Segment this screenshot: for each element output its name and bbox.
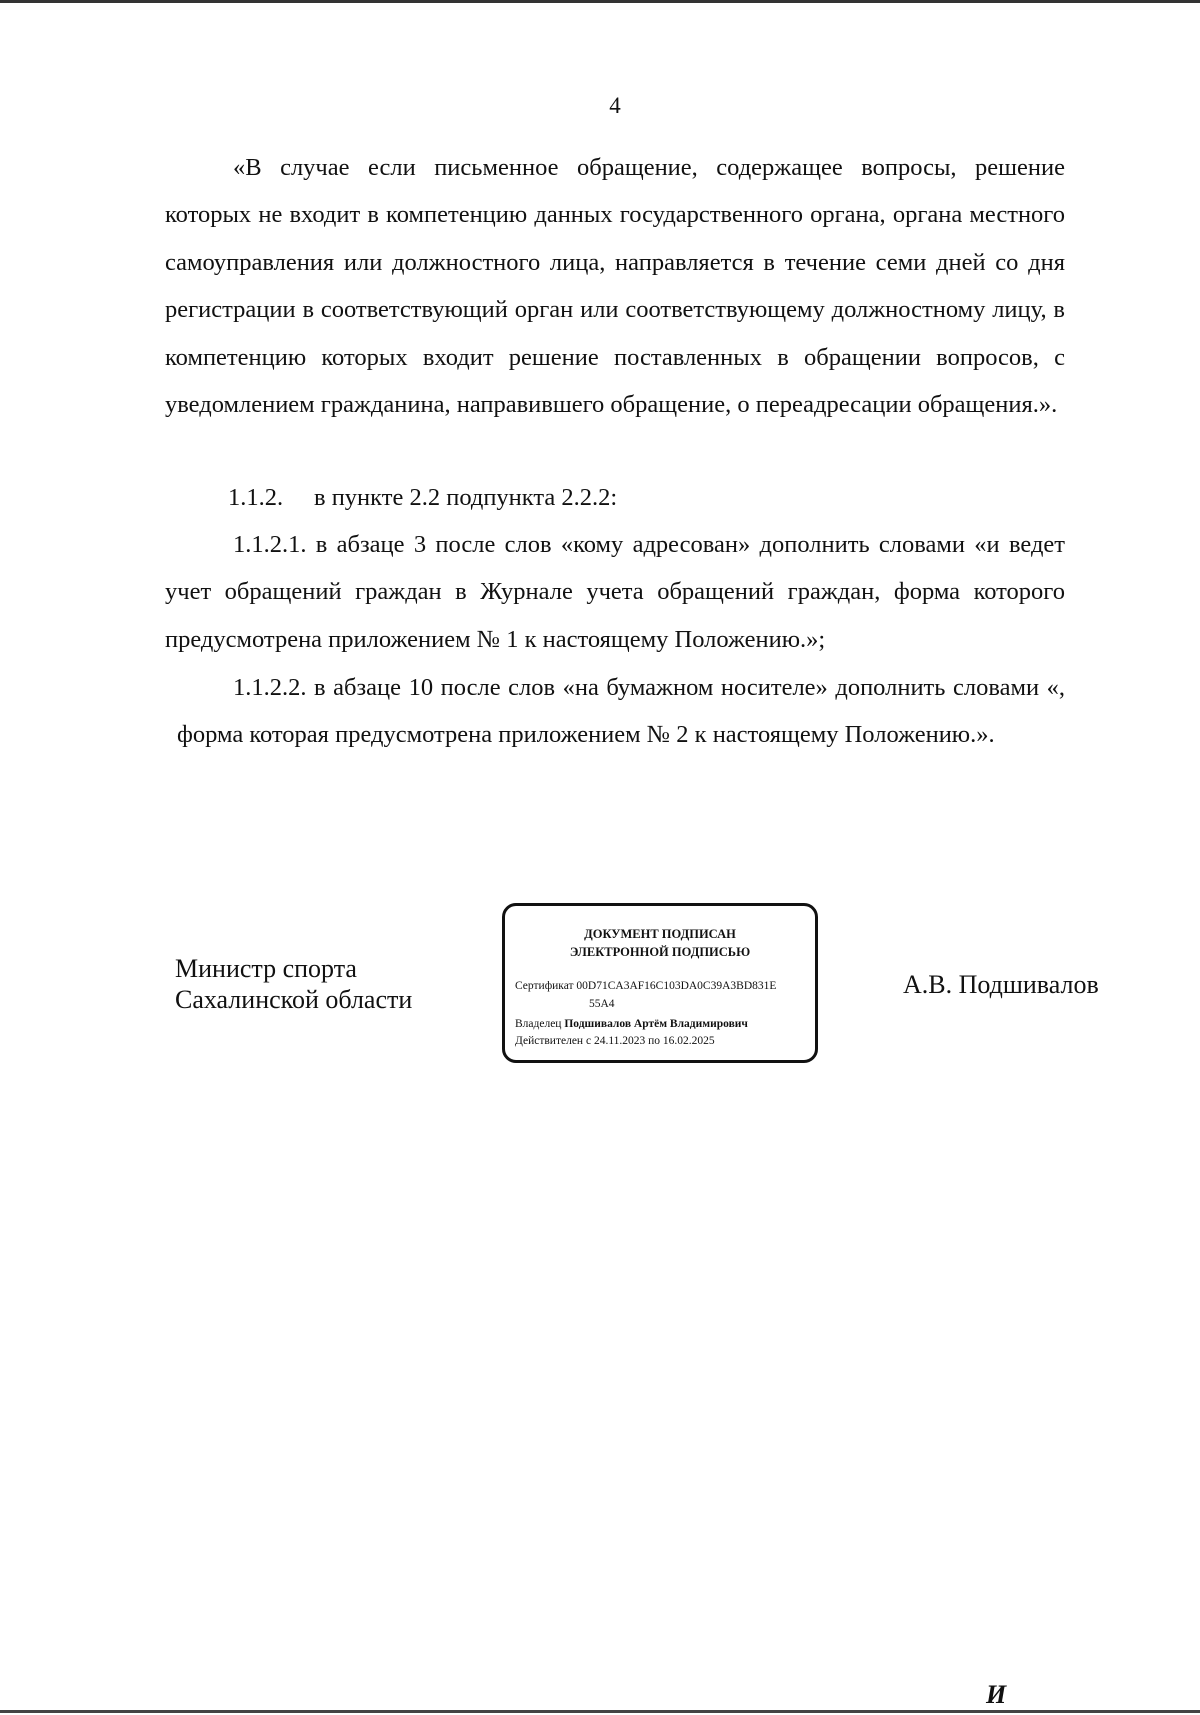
stamp-heading-line-2: ЭЛЕКТРОННОЙ ПОДПИСЬЮ xyxy=(569,945,751,959)
signer-position-line-1: Министр спорта xyxy=(175,954,357,983)
electronic-signature-stamp xyxy=(502,903,818,1063)
stamp-certificate-label: Сертификат xyxy=(515,980,574,992)
paragraph-item-1-1-2-2 xyxy=(165,664,1065,759)
stamp-owner-value: Подшивалов Артём Владимирович xyxy=(564,1018,748,1030)
signer-position xyxy=(175,953,412,1015)
stamp-heading xyxy=(505,925,815,961)
stamp-certificate xyxy=(515,979,776,993)
paragraph-quote xyxy=(165,144,1065,428)
paragraph-item-1-1-2-2-text: 1.1.2.2. в абзаце 10 после слов «на бумажном носителе» дополнить словами «, форма которая предусмотрена приложением № 2 к настоящему Положению.». xyxy=(177,674,1065,749)
stamp-certificate-value: 00D71CA3AF16C103DA0C39A3BD831E xyxy=(576,980,777,992)
stamp-validity: Действителен с 24.11.2023 по 16.02.2025 xyxy=(515,1035,715,1047)
stamp-owner-label: Владелец xyxy=(515,1018,562,1030)
item-number: 1.1.2. xyxy=(228,484,284,511)
page-number: 4 xyxy=(609,93,621,118)
paragraph-item-1-1-2-line xyxy=(165,474,1065,521)
paragraph-item-1-1-2 xyxy=(165,474,1065,521)
signer-position-line-2: Сахалинской области xyxy=(175,985,413,1014)
signer-name: А.В. Подшивалов xyxy=(903,970,1099,999)
scan-bottom-edge xyxy=(0,1710,1200,1713)
item-text: в пункте 2.2 подпункта 2.2.2: xyxy=(314,484,618,511)
handwritten-initial-mark: И xyxy=(986,1680,1007,1709)
stamp-owner xyxy=(515,1017,748,1031)
paragraph-item-1-1-2-1 xyxy=(165,521,1065,663)
paragraph-quote-text: «В случае если письменное обращение, содержащее вопросы, решение которых не входит в компетенцию данных государственного органа, органа местного самоуправления или должностного лица, направляется в течение семи дней со дня регистрации в соответствующий орган или соответствующему должностному лицу, в компетенцию которых входит решение поставленных в обращении вопросов, с уведомлением гражданина, направившего обращение, о переадресации обращения.». xyxy=(165,154,1065,419)
stamp-certificate-value-continued: 55A4 xyxy=(589,998,615,1010)
paragraph-item-1-1-2-1-text: 1.1.2.1. в абзаце 3 после слов «кому адресован» дополнить словами «и ведет учет обращений граждан в Журнале учета обращений граждан, форма которого предусмотрена приложением № 1 к настоящему Положению.»; xyxy=(165,531,1065,653)
stamp-heading-line-1: ДОКУМЕНТ ПОДПИСАН xyxy=(584,927,736,941)
scan-top-edge xyxy=(0,0,1200,3)
